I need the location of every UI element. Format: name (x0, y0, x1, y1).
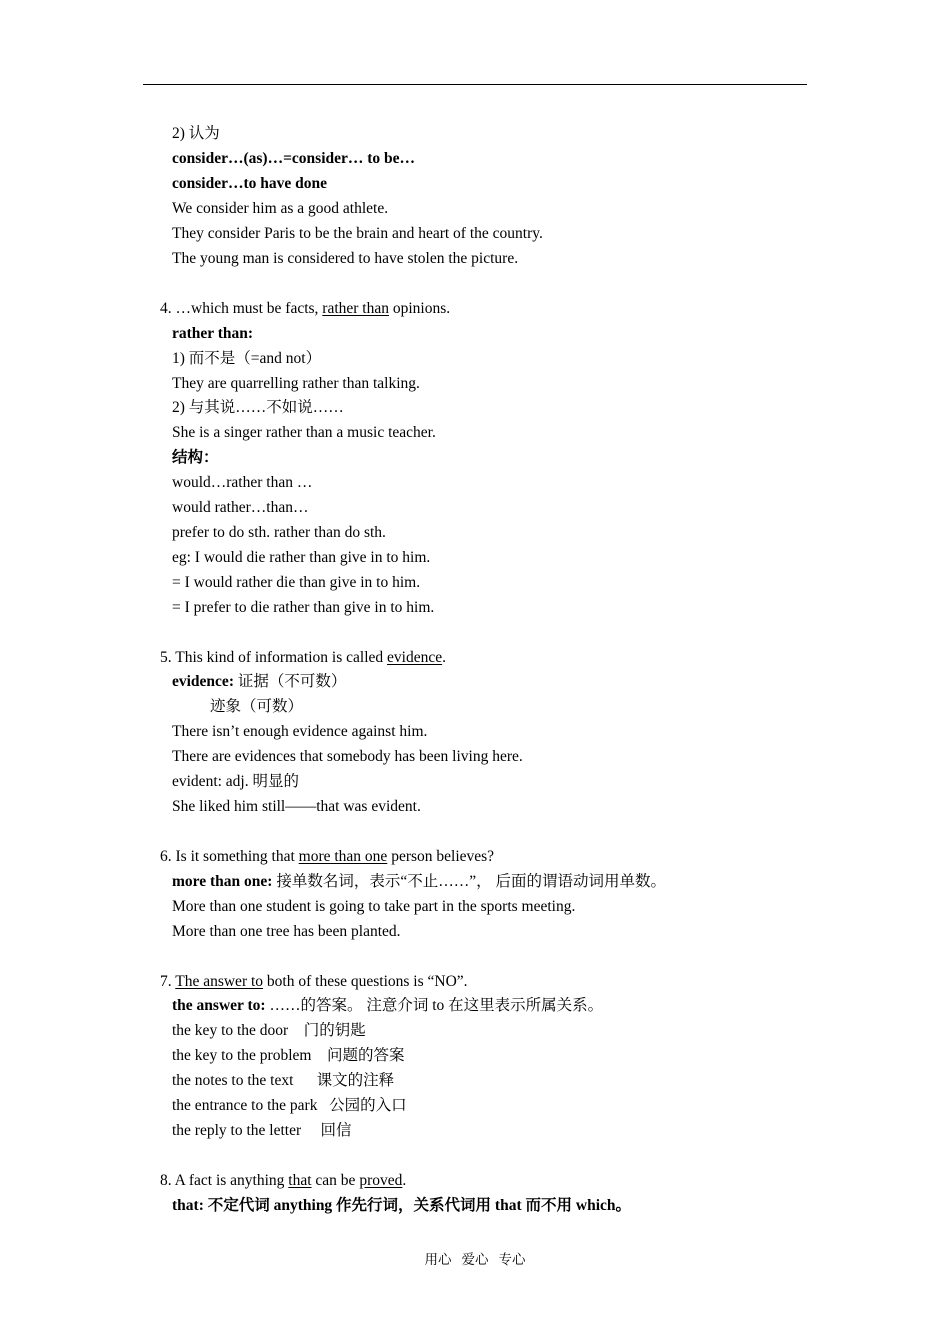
text-line (172, 672, 346, 692)
text-run: = I would rather die than give in to him. (172, 574, 421, 591)
text-line (172, 722, 427, 742)
text-run: the notes to the text 课文的注释 (172, 1072, 395, 1089)
text-run: ……的答案。 注意介词 to 在这里表示所属关系。 (265, 997, 604, 1014)
underlined-phrase: proved (359, 1172, 403, 1189)
text-line (172, 174, 327, 194)
text-line (172, 224, 543, 244)
text-line (172, 1096, 407, 1116)
bold-text: 结构： (172, 449, 219, 466)
text-line (172, 1046, 404, 1066)
text-line (172, 124, 220, 144)
text-line (160, 299, 450, 319)
text-line (160, 847, 494, 867)
text-line (172, 897, 575, 917)
text-line (172, 922, 401, 942)
text-run: both of these questions is “NO”. (263, 973, 468, 990)
bold-text: consider…(as)…=consider… to be… (172, 150, 416, 167)
text-run: 2) 与其说……不如说…… (172, 399, 344, 416)
text-run: 5. This kind of information is called (160, 649, 388, 666)
footer-word: 专心 (498, 1252, 526, 1267)
text-line (172, 473, 312, 493)
page-footer (0, 1248, 950, 1268)
text-run: She is a singer rather than a music teacher. (172, 424, 436, 441)
text-run: eg: I would die rather than give in to him. (172, 549, 431, 566)
bold-text: more than one: (172, 873, 273, 890)
bold-text: consider…to have done (172, 175, 327, 192)
text-line (172, 1196, 631, 1216)
text-line (172, 249, 518, 269)
text-run: 迹象（可数） (210, 698, 304, 715)
text-line (172, 1121, 352, 1141)
text-line (172, 349, 321, 369)
text-line (172, 324, 253, 344)
text-line (210, 697, 303, 717)
text-run: can be (311, 1172, 360, 1189)
text-line (172, 747, 523, 767)
text-line (172, 398, 344, 418)
text-line (160, 648, 446, 668)
text-run: the reply to the letter 回信 (172, 1122, 352, 1139)
text-run: They consider Paris to be the brain and heart of the country. (172, 225, 543, 242)
text-run: prefer to do sth. rather than do sth. (172, 524, 386, 541)
text-run: More than one student is going to take part in the sports meeting. (172, 898, 576, 915)
text-run: the key to the problem 问题的答案 (172, 1047, 405, 1064)
text-run: would…rather than … (172, 474, 313, 491)
bold-text: rather than: (172, 325, 254, 342)
text-line (172, 797, 421, 817)
text-line (172, 423, 436, 443)
text-run: 1) 而不是（=and not） (172, 350, 322, 367)
text-run: More than one tree has been planted. (172, 923, 401, 940)
footer-word: 用心 (424, 1252, 452, 1267)
text-run: The young man is considered to have stolen the picture. (172, 250, 519, 267)
underlined-phrase: more than one (298, 848, 388, 865)
text-line (172, 772, 299, 792)
text-run: 证据（不可数） (233, 673, 347, 690)
text-run: They are quarrelling rather than talking. (172, 375, 420, 392)
text-line (160, 1171, 406, 1191)
text-line (160, 972, 468, 992)
text-run: 2) 认为 (172, 125, 220, 142)
text-line (172, 199, 388, 219)
text-run: opinions. (389, 300, 451, 317)
bold-text: that: 不定代词 anything 作先行词，关系代词用 that 而不用 which。 (172, 1197, 631, 1214)
text-run: 8. A fact is anything (160, 1172, 289, 1189)
text-line (172, 573, 420, 593)
text-line (172, 548, 430, 568)
text-run: . (402, 1172, 407, 1189)
underlined-phrase: evidence (387, 649, 443, 666)
text-line (172, 498, 308, 518)
text-run: evident: adj. 明显的 (172, 773, 299, 790)
text-run: She liked him still——that was evident. (172, 798, 421, 815)
text-run: the entrance to the park 公园的入口 (172, 1097, 407, 1114)
text-run: 4. …which must be facts, (160, 300, 323, 317)
text-line (172, 374, 420, 394)
text-run: There isn’t enough evidence against him. (172, 723, 428, 740)
bold-text: the answer to: (172, 997, 266, 1014)
text-run: the key to the door 门的钥匙 (172, 1022, 366, 1039)
header-rule (143, 84, 807, 85)
bold-text: evidence: (172, 673, 234, 690)
text-line (172, 448, 219, 468)
text-run: 接单数名词，表示“不止……”， 后面的谓语动词用单数。 (272, 873, 666, 890)
text-run: = I prefer to die rather than give in to him. (172, 599, 435, 616)
underlined-phrase: that (288, 1172, 312, 1189)
text-line (172, 523, 386, 543)
text-line (172, 598, 434, 618)
text-run: There are evidences that somebody has been living here. (172, 748, 523, 765)
text-run: 6. Is it something that (160, 848, 299, 865)
underlined-phrase: The answer to (175, 973, 264, 990)
text-run: person believes? (387, 848, 495, 865)
text-line (172, 996, 603, 1016)
text-run: We consider him as a good athlete. (172, 200, 389, 217)
text-line (172, 1021, 366, 1041)
footer-word: 爱心 (461, 1252, 489, 1267)
text-line (172, 872, 666, 892)
text-run: 7. (160, 973, 176, 990)
text-run: would rather…than… (172, 499, 309, 516)
underlined-phrase: rather than (322, 300, 389, 317)
text-line (172, 1071, 394, 1091)
text-run: . (442, 649, 446, 666)
text-line (172, 149, 415, 169)
